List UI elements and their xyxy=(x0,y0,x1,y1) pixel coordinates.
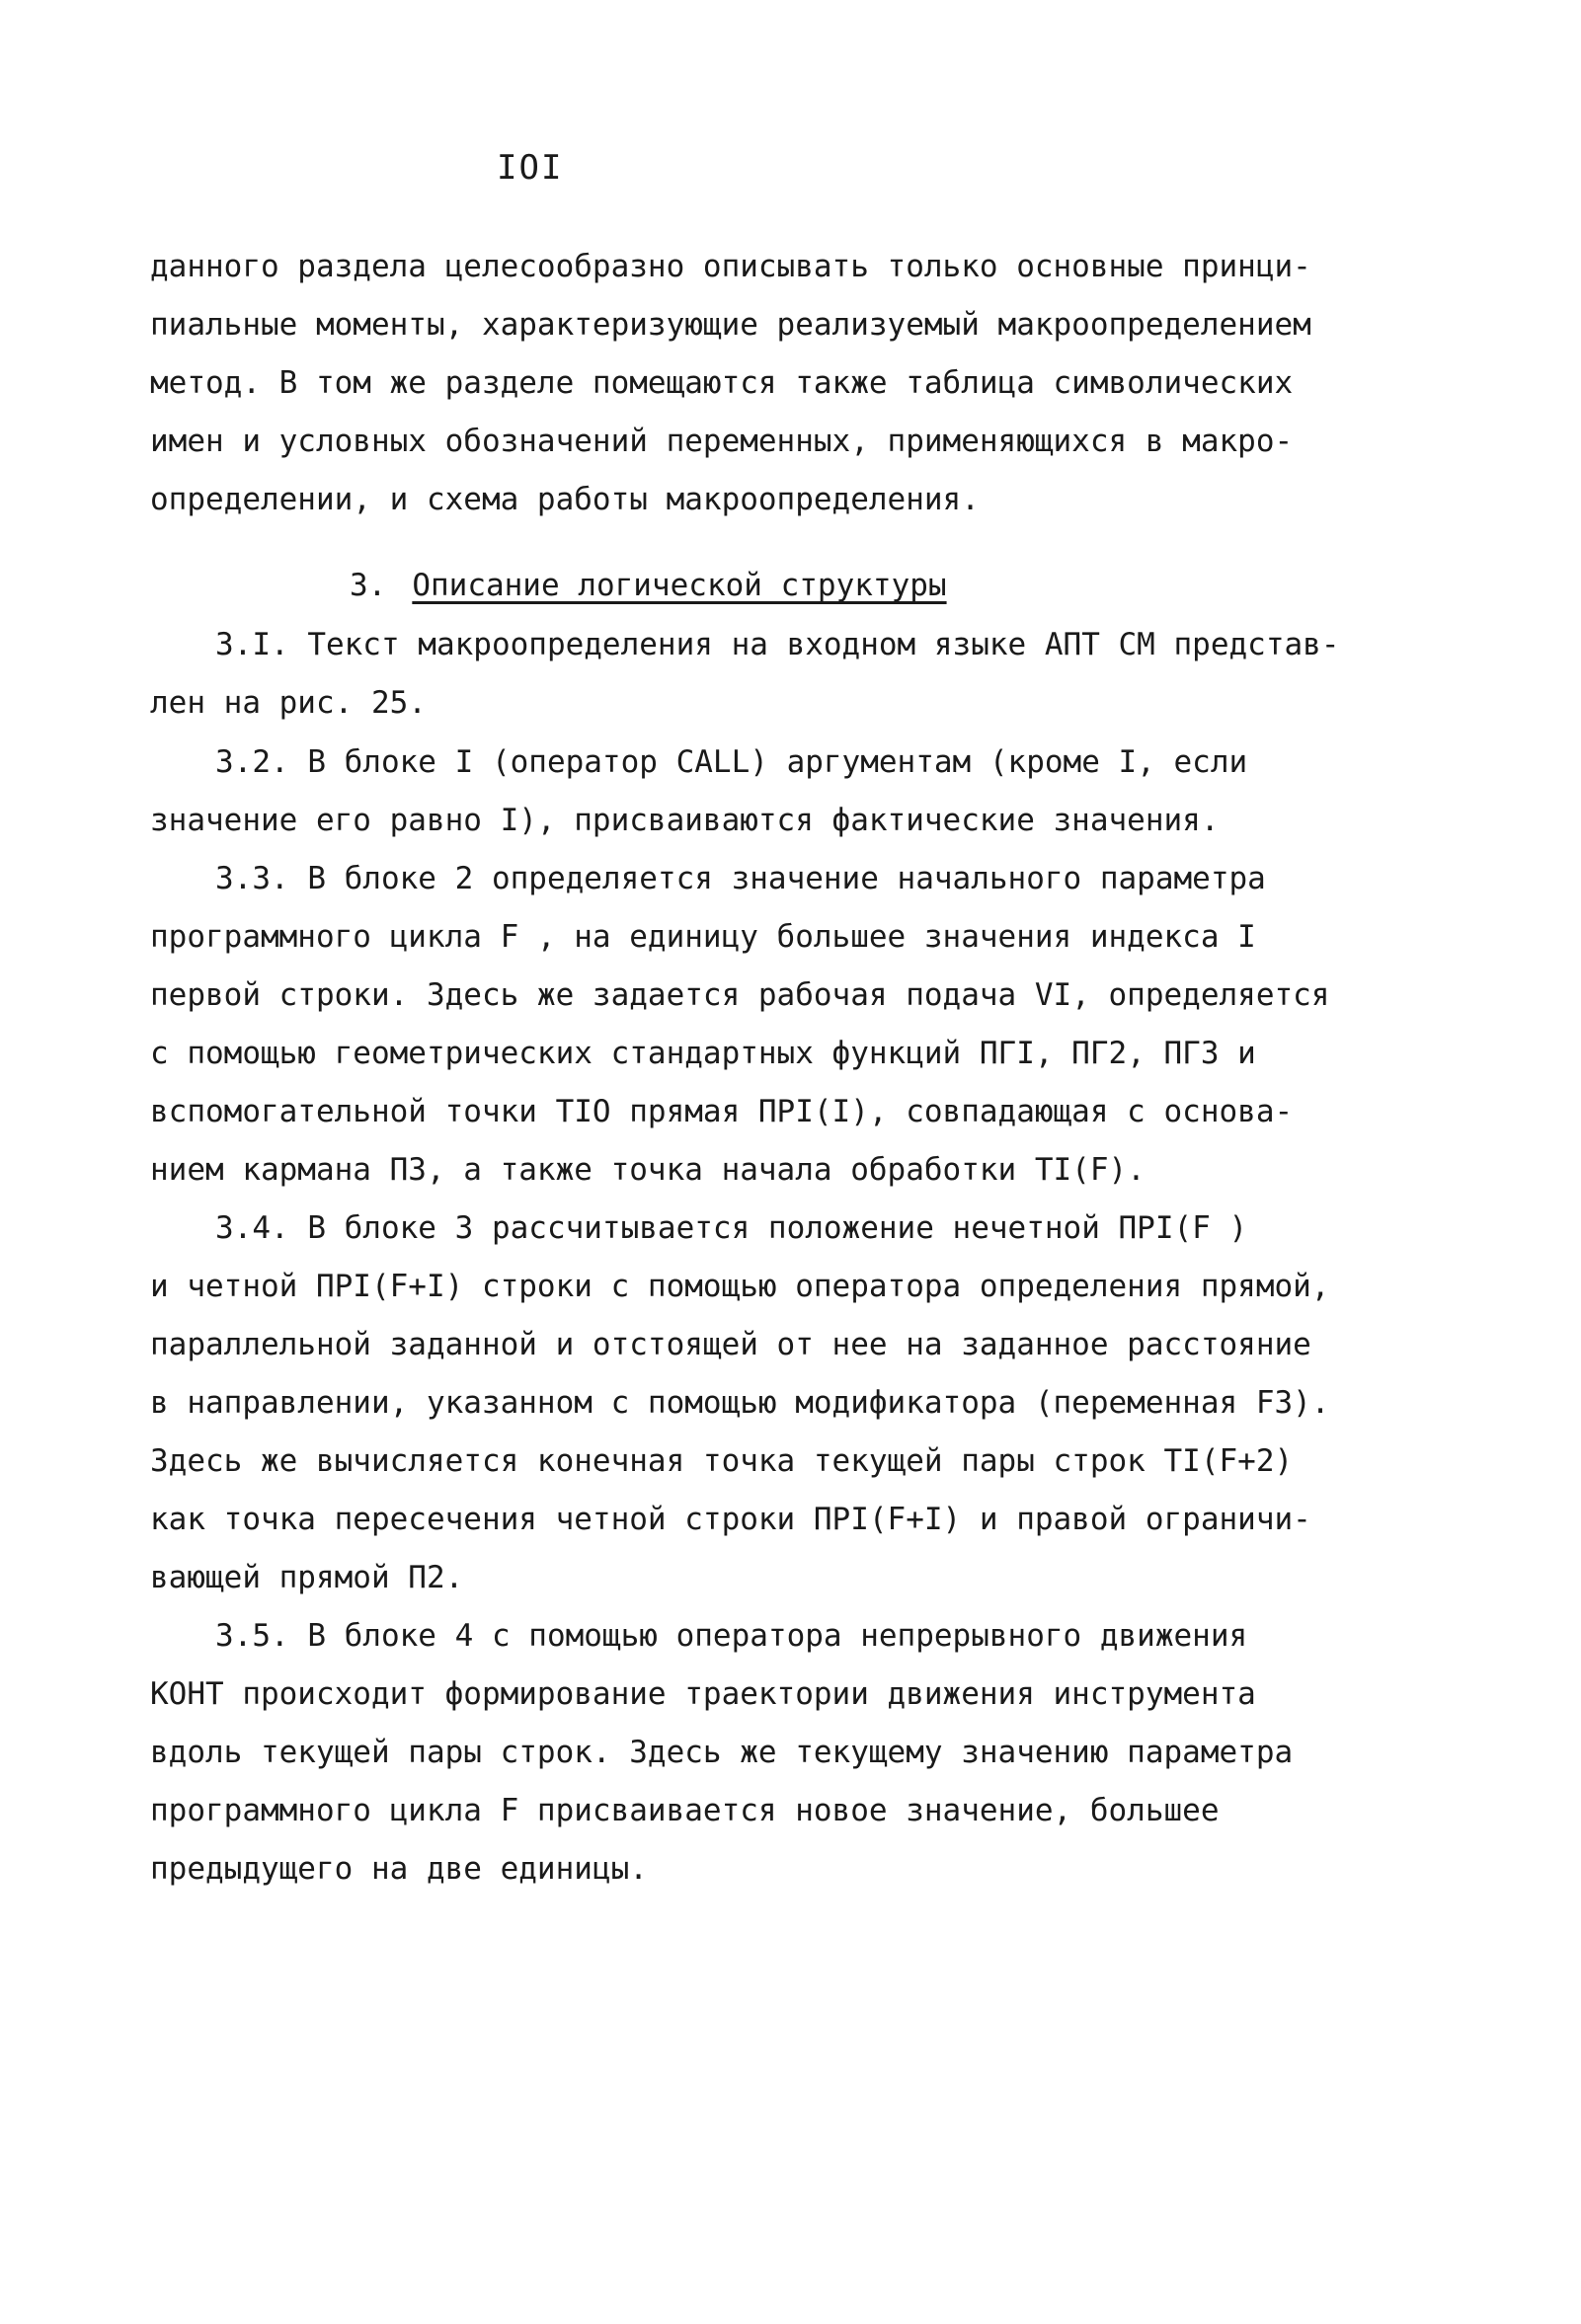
text-line: программного цикла F присваивается новое значение, большее xyxy=(150,1793,1220,1828)
text-line: в направлении, указанном с помощью модификатора (переменная F3). xyxy=(150,1385,1330,1421)
text-line: первой строки. Здесь же задается рабочая подача VI, определяется xyxy=(150,977,1330,1013)
text-line: имен и условных обозначений переменных, применяющихся в макро- xyxy=(150,424,1294,459)
text-line: значение его равно I), присваиваются фактические значения. xyxy=(150,803,1220,838)
text-line: как точка пересечения четной строки ПPI(F+I) и правой ограничи- xyxy=(150,1502,1311,1537)
text-line: вспомогательной точки TIO прямая ПPI(I), совпадающая с основа- xyxy=(150,1094,1294,1129)
text-line: нием кармана П3, а также точка начала обработки TI(F). xyxy=(150,1152,1146,1188)
text-line: определении, и схема работы макроопределения. xyxy=(150,482,980,517)
text-line: пиальные моменты, характеризующие реализуемый макроопределением xyxy=(150,307,1311,343)
text-line: 3.5. В блоке 4 с помощью оператора непрерывного движения xyxy=(215,1618,1248,1654)
text-line: вдоль текущей пары строк. Здесь же текущему значению параметра xyxy=(150,1735,1294,1770)
text-line: метод. В том же разделе помещаются также таблица символических xyxy=(150,365,1294,401)
text-line: лен на рис. 25. xyxy=(150,685,427,721)
text-line: и четной ПPI(F+I) строки с помощью оператора определения прямой, xyxy=(150,1269,1330,1304)
text-line: Здесь же вычисляется конечная точка текущей пары строк TI(F+2) xyxy=(150,1443,1294,1479)
text-line: предыдущего на две единицы. xyxy=(150,1851,648,1887)
text-line: данного раздела целесообразно описывать только основные принци- xyxy=(150,249,1311,284)
text-line: с помощью геометрических стандартных функций ПГI, ПГ2, ПГ3 и xyxy=(150,1036,1256,1071)
page-number: IOI xyxy=(497,148,564,188)
text-line: 3.4. В блоке 3 рассчитывается положение нечетной ПPI(F ) xyxy=(215,1210,1248,1246)
text-line: 3.2. В блоке I (оператор CALL) аргументам (кроме I, если xyxy=(215,744,1248,780)
text-line: программного цикла F , на единицу большее значения индекса I xyxy=(150,919,1256,955)
text-line: вающей прямой П2. xyxy=(150,1560,464,1595)
section-number: 3. xyxy=(350,568,387,603)
text-line: 3.3. В блоке 2 определяется значение начального параметра xyxy=(215,861,1266,896)
text-line: 3.I. Текст макроопределения на входном языке АПТ СМ представ- xyxy=(215,627,1340,662)
section-title: Описание логической структуры xyxy=(412,568,947,603)
text-line: параллельной заданной и отстоящей от нее на заданное расстояние xyxy=(150,1327,1311,1362)
section-heading xyxy=(350,566,947,605)
text-line: КОНТ происходит формирование траектории движения инструмента xyxy=(150,1676,1256,1712)
